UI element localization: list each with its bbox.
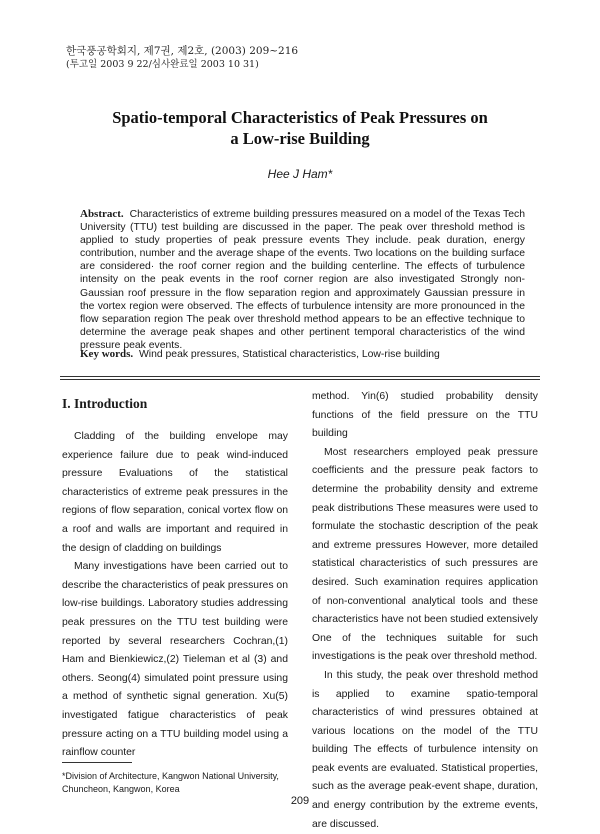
abstract [80,208,525,352]
author: Hee J Ham* [267,167,333,181]
keywords-text: Wind peak pressures, Statistical characteristics, Low-rise building [138,349,440,360]
keywords-label: Key words. [80,348,134,360]
intro-paragraph-2: Many investigations have been carried out to describe the characteristics of peak pressures on low-rise buildings. Laboratory studies addressing peak pressures on the TTU test building were reported by several researchers Cochran,(1) Ham and Bienkiewicz,(2) Tieleman et al (3) and others. Seong(4) simulated point pressure using a method of synthetic signal generation. Xu(5) investigated fatigue characteristics of peak pressure acting on a TTU building model using a rainflow counter [62,561,288,759]
submission-dates: (투고일 2003 9 22/심사완료일 2003 10 31) [66,59,259,70]
intro-paragraph-5: In this study, the peak over threshold method is applied to examine spatio-temporal characteristics of wind pressures obtained at various locations on the model of the TTU building The effects of turbulence intensity on peak events are evaluated. Statistical properties, such as the average peak-event shape, duration, and energy contribution by the extreme events, are discussed. [312,669,538,830]
page-number: 209 [290,795,310,807]
intro-paragraph-1: Cladding of the building envelope may experience failure due to peak wind-induced pressure Evaluations of the statistical characteristics of extreme peak pressures in the regions of flow separation, conical vortex flow on a roof and walls are important and required in the design of cladding on buildings [62,431,288,554]
journal-header [66,44,298,72]
footnote-divider [62,762,132,763]
right-column [312,388,538,834]
footnote: *Division of Architecture, Kangwon National University, Chuncheon, Kangwon, Korea [62,771,279,794]
intro-paragraph-3: method. Yin(6) studied probability density functions of the field pressure on the TTU building [312,391,538,440]
divider-bottom [60,379,540,380]
journal-citation: 한국풍공학회지, 제7권, 제2호, (2003) 209~216 [66,45,299,57]
keywords [80,348,525,360]
section-heading: I. Introduction [62,396,148,411]
left-column [62,388,288,763]
intro-paragraph-4: Most researchers employed peak pressure coefficients and the pressure peak factors to determine the probability density and extreme peak distributions These measures were used to formulate the stochastic description of the peak and extreme pressures However, more detailed statistical characteristics of such pressures are desired. Such examination requires application of non-conventional analytical tools and these characteristics have not been studied extensively One of the techniques suitable for such investigations is the peak over threshold method. [312,446,538,663]
title-line-2: a Low-rise Building [230,129,370,148]
divider-top [60,376,540,377]
paper-title [40,107,560,149]
title-line-1: Spatio-temporal Characteristics of Peak Pressures on [112,108,488,127]
abstract-text: Characteristics of extreme building pressures measured on a model of the Texas Tech University (TTU) test building are discussed in the paper. The peak over threshold method is applied to study properties of peak pressure events They include. peak duration, energy contribution, number and the average shape of the events. Two locations on the building surface are considered· the roof corner region and the building centerline. The effects of turbulence intensity on the peak events in the roof corner region are also investigated Strongly non-Gaussian roof pressure in the flow separation region and approximately Gaussian pressure in the vortex region were observed. The effects of turbulence intensity are more pronounced in the flow separation region The peak over threshold method appears to be an effective technique to determine the average peak shapes and other pertinent temporal characteristics of the wind pressure peak events. [80,209,525,351]
abstract-label: Abstract. [80,208,124,220]
